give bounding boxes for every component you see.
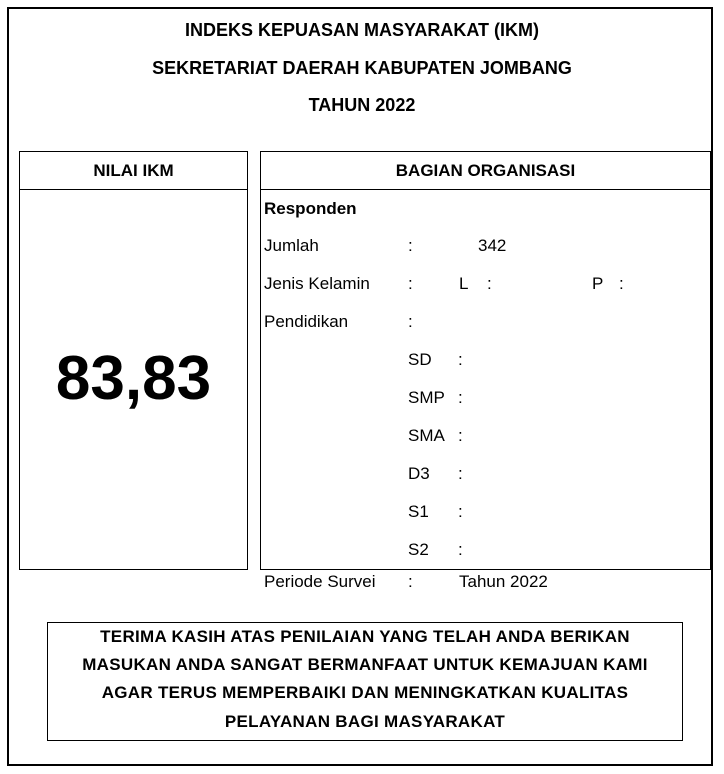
- jumlah-value: 342: [478, 236, 507, 255]
- message-line-3: AGAR TERUS MEMPERBAIKI DAN MENINGKATKAN KUALITAS: [101, 683, 629, 702]
- message-line-4: PELAYANAN BAGI MASYARAKAT: [224, 712, 506, 731]
- header-title-line1: INDEKS KEPUASAN MASYARAKAT (IKM): [184, 20, 539, 40]
- message-line-2: MASUKAN ANDA SANGAT BERMANFAAT UNTUK KEMAJUAN KAMI: [82, 655, 648, 674]
- edu-s2-colon: :: [458, 540, 463, 559]
- jumlah-colon: :: [408, 236, 413, 255]
- unit-title: BAGIAN ORGANISASI: [261, 152, 710, 190]
- edu-d3-label: D3: [408, 464, 430, 483]
- edu-s1-label: S1: [408, 502, 429, 521]
- edu-sd-colon: :: [458, 350, 463, 369]
- jumlah-label: Jumlah: [264, 236, 319, 255]
- gender-l-colon: :: [487, 274, 492, 293]
- gender-label: Jenis Kelamin: [264, 274, 370, 293]
- periode-label: Periode Survei: [264, 572, 376, 591]
- ikm-box: [19, 151, 248, 570]
- gender-p-colon: :: [619, 274, 624, 293]
- header-title-line2: SEKRETARIAT DAERAH KABUPATEN JOMBANG: [152, 58, 572, 78]
- thank-you-box: [47, 622, 683, 741]
- gender-l-label: L: [459, 274, 469, 293]
- gender-p-label: P: [592, 274, 604, 293]
- header-title-line3: TAHUN 2022: [308, 95, 416, 115]
- edu-sma-label: SMA: [408, 426, 445, 445]
- ikm-label: NILAI IKM: [20, 152, 247, 190]
- edu-smp-label: SMP: [408, 388, 445, 407]
- ikm-value: 83,83: [55, 344, 212, 413]
- edu-sma-colon: :: [458, 426, 463, 445]
- pendidikan-colon: :: [408, 312, 413, 331]
- edu-s1-colon: :: [458, 502, 463, 521]
- respondents-heading: Responden: [264, 199, 357, 218]
- edu-sd-label: SD: [408, 350, 432, 369]
- pendidikan-label: Pendidikan: [264, 312, 349, 331]
- edu-d3-colon: :: [458, 464, 463, 483]
- periode-colon: :: [408, 572, 413, 591]
- edu-s2-label: S2: [408, 540, 429, 559]
- periode-value: Tahun 2022: [459, 572, 548, 591]
- edu-smp-colon: :: [458, 388, 463, 407]
- gender-colon: :: [408, 274, 413, 293]
- message-line-1: TERIMA KASIH ATAS PENILAIAN YANG TELAH ANDA BERIKAN: [100, 627, 630, 646]
